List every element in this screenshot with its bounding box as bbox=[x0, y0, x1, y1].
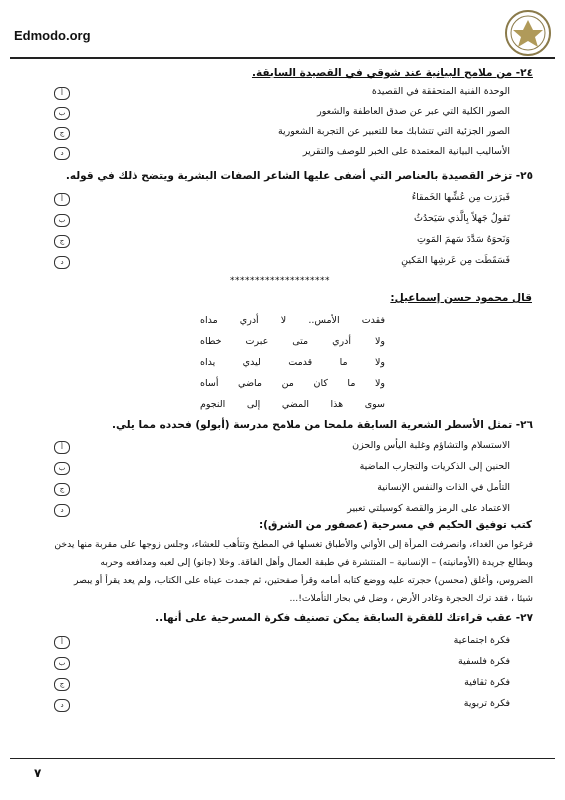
question-27 bbox=[33, 611, 533, 625]
ministry-emblem-icon bbox=[503, 8, 553, 58]
q25-option-d[interactable]: فَسَقَطَت مِن عَرشِها المَكينِ bbox=[401, 255, 510, 266]
q26-option-d-badge[interactable]: د bbox=[54, 504, 70, 517]
passage-line-4: شيئا ، فقد ترك الحجرة وغادر الأرض ، وضل في بحار التأملات!... bbox=[289, 593, 533, 604]
poem-line-4: ولا ما كان من ماضي أساه bbox=[200, 378, 385, 389]
bottom-rule bbox=[10, 758, 555, 759]
q24-option-c-badge[interactable]: ج bbox=[54, 127, 70, 140]
passage-reference: كتب توفيق الحكيم في مسرحية (عصفور من الشرق): bbox=[258, 519, 532, 531]
q26-option-b[interactable]: الحنين إلى الذكريات والتجارب الماضية bbox=[359, 461, 510, 472]
q27-option-c-badge[interactable]: ج bbox=[54, 678, 70, 691]
poem-attribution: قال محمود حسن إسماعيل: bbox=[390, 292, 532, 304]
q25-option-a[interactable]: فَبرَزت مِن عُشِّها الخَمقاءُ bbox=[411, 192, 510, 203]
q25-option-d-badge[interactable]: د bbox=[54, 256, 70, 269]
q24-option-d-badge[interactable]: د bbox=[54, 147, 70, 160]
passage-line-2: وبطالع جريدة (الأومانيته) – الإنسانية – المنتشرة في طبقة العمال وأهل الفاقة. وخلا (جانو) إلى لعبه ومدافعه وحربه bbox=[100, 557, 533, 568]
question-26-text: ٢٦- تمثل الأسطر الشعرية السابقة ملمحا من ملامح مدرسة (أبولو) فحدده مما يلي. bbox=[111, 419, 533, 431]
poem-line-3: ولا ما قدمت ليدي يداه bbox=[200, 357, 385, 368]
q26-option-c[interactable]: التأمل في الذات والنفس الإنسانية bbox=[377, 482, 510, 493]
q26-option-a[interactable]: الاستسلام والتشاؤم وغلبة اليأس والحزن bbox=[352, 440, 510, 451]
brand-label: Edmodo.org bbox=[14, 28, 91, 43]
q26-option-a-badge[interactable]: أ bbox=[54, 441, 70, 454]
q27-option-a-badge[interactable]: أ bbox=[54, 636, 70, 649]
q25-option-b-badge[interactable]: ب bbox=[54, 214, 70, 227]
page-number: ٧ bbox=[34, 766, 42, 780]
question-26 bbox=[33, 418, 533, 432]
question-25 bbox=[33, 169, 533, 183]
top-rule bbox=[10, 57, 555, 59]
q26-option-d[interactable]: الاعتماد على الرمز والقصة كوسيلتي تعبير bbox=[347, 503, 510, 514]
q26-option-c-badge[interactable]: ج bbox=[54, 483, 70, 496]
question-27-text: ٢٧- عقب قراءتك للفقرة السابقة يمكن تصنيف فكرة المسرحية على أنها.. bbox=[155, 612, 533, 624]
section-separator: ******************** bbox=[230, 276, 330, 286]
q25-option-c-badge[interactable]: ج bbox=[54, 235, 70, 248]
q24-option-b[interactable]: الصور الكلية التي عبر عن صدق العاطفة والشعور bbox=[317, 106, 510, 117]
q24-option-b-badge[interactable]: ب bbox=[54, 107, 70, 120]
q27-option-d[interactable]: فكرة تربوية bbox=[463, 698, 510, 709]
q27-option-d-badge[interactable]: د bbox=[54, 699, 70, 712]
q27-option-b-badge[interactable]: ب bbox=[54, 657, 70, 670]
q25-option-a-badge[interactable]: أ bbox=[54, 193, 70, 206]
question-24 bbox=[33, 66, 533, 80]
q26-option-b-badge[interactable]: ب bbox=[54, 462, 70, 475]
q24-option-d[interactable]: الأساليب البيانية المعتمدة على الخبر للوصف والتقرير bbox=[302, 146, 510, 157]
q25-option-b[interactable]: تَقولُ جَهلاً بِالَّذي سَيَحدُثُ bbox=[414, 213, 510, 224]
passage-line-1: فرغوا من الغداء، وانصرفت المرأة إلى الأواني والأطباق تغسلها في المطبخ وتتأهب للعشاء، وجلس زوجها على مقربة منها يدخن bbox=[54, 539, 533, 550]
poem-line-2: ولا أدري متى عبرت خطاه bbox=[200, 336, 385, 347]
poem-line-5: سوى هذا المضي إلى النجوم bbox=[200, 399, 385, 410]
q25-option-c[interactable]: وَنَحوَهُ سَدَّدَ سَهمَ المَوتِ bbox=[416, 234, 510, 245]
passage-line-3: الضروس، وأغلق (محسن) حجرته عليه ووضع كتابه أمامه وقرأ صفحتين، ثم جمدت عيناه على الكتاب، ولم يعد يقرأ أو يبصر bbox=[74, 575, 533, 586]
question-25-text: ٢٥- تزخر القصيدة بالعناصر التي أضفى عليها الشاعر الصفات البشرية ويتضح ذلك في قوله. bbox=[65, 170, 533, 182]
q24-option-a-badge[interactable]: أ bbox=[54, 87, 70, 100]
poem-line-1: فقدت الأمس.. لا أدري مداه bbox=[200, 315, 385, 326]
q27-option-b[interactable]: فكرة فلسفية bbox=[458, 656, 510, 667]
question-24-text: ٢٤- من ملامح البيانية عند شوقي في القصيدة السابقة. bbox=[251, 67, 533, 79]
q27-option-a[interactable]: فكرة اجتماعية bbox=[453, 635, 510, 646]
q24-option-c[interactable]: الصور الجزئية التي تتشابك معا للتعبير عن التجربة الشعورية bbox=[277, 126, 510, 137]
q24-option-a[interactable]: الوحدة الفنية المتحققة في القصيدة bbox=[371, 86, 510, 97]
q27-option-c[interactable]: فكرة ثقافية bbox=[464, 677, 510, 688]
